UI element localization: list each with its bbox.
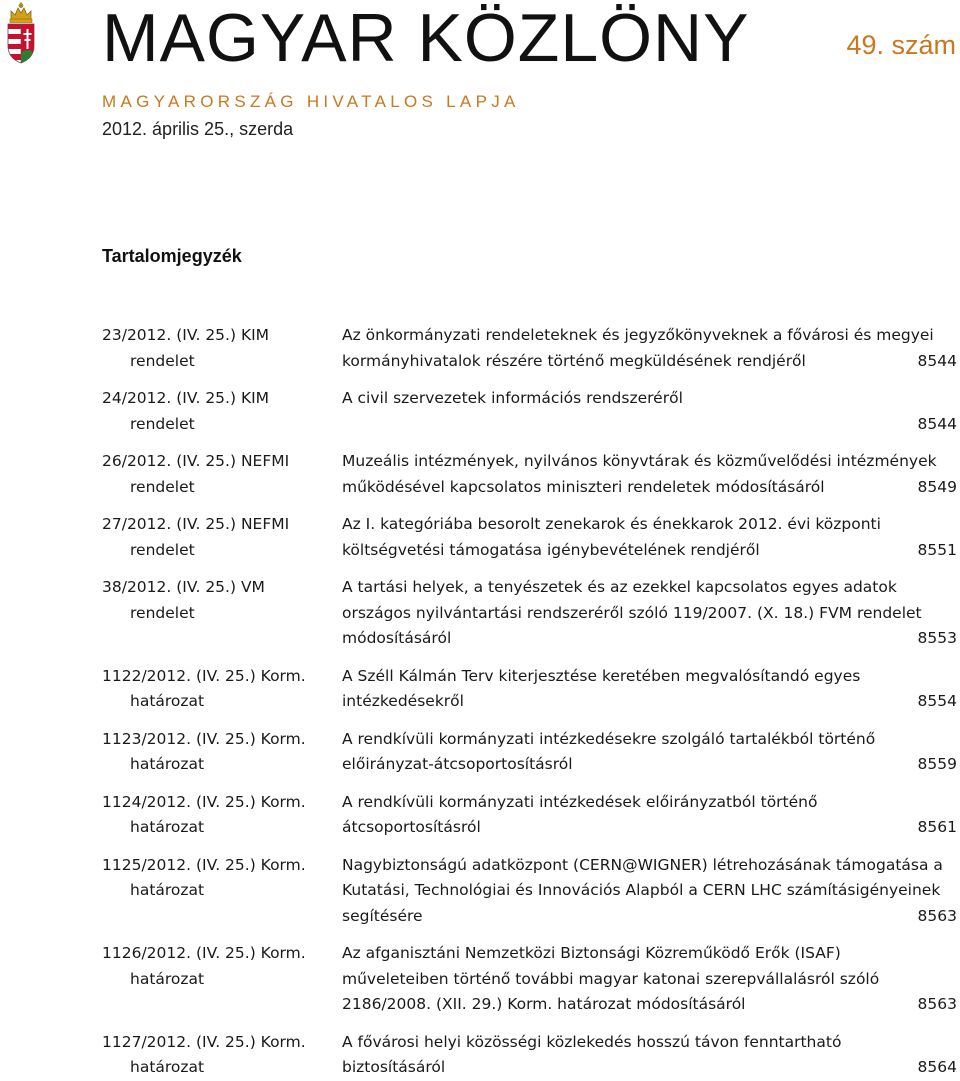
toc-entry-title-line: Az I. kategóriába besorolt zenekarok és énekkarok 2012. évi központi	[342, 515, 881, 533]
publication-title: MAGYAR KÖZLÖNY	[102, 0, 750, 76]
toc-entry-title[interactable]	[342, 512, 887, 563]
toc-entry-title-line: A rendkívüli kormányzati intézkedések előirányzatból történő	[342, 792, 818, 811]
toc-entry-number: 38/2012. (IV. 25.) VM	[102, 578, 265, 596]
toc-entry-title-line: Muzeális intézmények, nyilvános könyvtárak és közművelődési intézmények	[342, 452, 937, 470]
toc-entry-reference	[102, 790, 322, 841]
toc-entry-title[interactable]	[342, 1030, 887, 1081]
toc-entry-title[interactable]	[342, 323, 934, 374]
toc-entry-number: 1122/2012. (IV. 25.) Korm.	[102, 666, 306, 685]
toc-entry-title[interactable]	[342, 664, 887, 715]
toc-entry-reference	[102, 1030, 322, 1081]
toc-entry-number: 26/2012. (IV. 25.) NEFMI	[102, 452, 290, 470]
toc-entry-page-number[interactable]: 8549	[917, 477, 957, 496]
toc-entry-title-line: A rendkívüli kormányzati intézkedésekre szolgáló tartalékból történő	[342, 729, 876, 748]
toc-entry-reference	[102, 727, 322, 778]
toc-entry-title[interactable]	[342, 790, 887, 841]
publication-subtitle: MAGYARORSZÁG HIVATALOS LAPJA	[102, 92, 520, 111]
toc-entry-title[interactable]	[342, 727, 887, 778]
toc-entry-title-line: átcsoportosításról	[342, 818, 481, 836]
toc-entry-type: határozat	[130, 692, 205, 710]
toc-entry-title-line: Kutatási, Technológiai és Innovációs Alapból a CERN LHC számításigényeinek	[342, 881, 941, 899]
toc-entry-title-line: Az afganisztáni Nemzetközi Biztonsági Közreműködő Erők (ISAF)	[342, 944, 841, 962]
toc-entry-title-line: biztosításáról	[342, 1058, 446, 1076]
toc-entry-title-line: segítésére	[342, 906, 423, 925]
toc-entry-page-number[interactable]: 8563	[917, 906, 957, 925]
toc-entry-title-line: országos nyilvántartási rendszeréről szóló 119/2007. (X. 18.) FVM rendelet	[342, 603, 922, 622]
toc-entry-type: határozat	[130, 818, 205, 836]
toc-entry-title-line: A civil szervezetek információs rendszeréről	[342, 389, 683, 407]
toc-entry-page-number[interactable]: 8564	[917, 1058, 957, 1076]
toc-entry-reference	[102, 941, 322, 992]
issue-date: 2012. április 25., szerda	[102, 119, 294, 139]
toc-entry-page-number[interactable]: 8551	[917, 540, 957, 559]
toc-entry-title-line: A fővárosi helyi közösségi közlekedés hosszú távon fenntartható	[342, 1032, 842, 1051]
toc-entry-title[interactable]	[342, 941, 887, 1018]
toc-entry-reference	[102, 575, 322, 626]
toc-entry-number: 23/2012. (IV. 25.) KIM	[102, 326, 270, 344]
toc-entry-reference	[102, 323, 322, 374]
toc-entry-number: 24/2012. (IV. 25.) KIM	[102, 389, 270, 407]
toc-entry-type: rendelet	[130, 477, 195, 496]
toc-entry-title-line: kormányhivatalok részére történő megküldésének rendjéről	[342, 351, 806, 370]
toc-entry-page-number[interactable]: 8554	[917, 692, 957, 710]
toc-entry-title-line: műveleteiben történő további magyar katonai szerepvállalásról szóló	[342, 969, 880, 988]
toc-entry-title-line: 2186/2008. (XII. 29.) Korm. határozat módosításáról	[342, 995, 746, 1013]
toc-entry-title-line: Nagybiztonságú adatközpont (CERN@WIGNER) létrehozásának támogatása a	[342, 855, 943, 874]
toc-entry-page-number[interactable]: 8559	[917, 755, 957, 773]
toc-entry-title[interactable]	[342, 386, 887, 412]
toc-entry-title[interactable]	[342, 575, 922, 652]
toc-entry-number: 1127/2012. (IV. 25.) Korm.	[102, 1032, 306, 1051]
toc-entry-type: határozat	[130, 1058, 205, 1076]
toc-entry-page-number[interactable]: 8561	[917, 818, 957, 836]
toc-entry-number: 27/2012. (IV. 25.) NEFMI	[102, 515, 290, 533]
toc-entry-reference	[102, 853, 322, 904]
toc-entry-number: 1123/2012. (IV. 25.) Korm.	[102, 729, 306, 748]
toc-entry-number: 1124/2012. (IV. 25.) Korm.	[102, 792, 306, 811]
toc-entry-title-line: előirányzat-átcsoportosításról	[342, 755, 573, 773]
toc-entry-title-line: módosításáról	[342, 629, 452, 647]
toc-heading: Tartalomjegyzék	[102, 246, 242, 266]
issue-number: 49. szám	[846, 30, 956, 60]
toc-entry-title-line: intézkedésekről	[342, 692, 464, 710]
toc-entry-type: határozat	[130, 969, 205, 988]
toc-entry-type: rendelet	[130, 414, 195, 433]
toc-entry-type: határozat	[130, 755, 205, 773]
toc-entry-type: rendelet	[130, 351, 195, 370]
toc-entry-page-number[interactable]: 8563	[917, 995, 957, 1013]
toc-entry-title-line: A Széll Kálmán Terv kiterjesztése keretében megvalósítandó egyes	[342, 666, 861, 685]
toc-entry-type: rendelet	[130, 603, 195, 622]
toc-entry-title-line: Az önkormányzati rendeleteknek és jegyzőkönyveknek a fővárosi és megyei	[342, 326, 934, 344]
toc-entry-type: határozat	[130, 881, 205, 899]
toc-entry-title-line: költségvetési támogatása igénybevételének rendjéről	[342, 540, 760, 559]
toc-entry-type: rendelet	[130, 540, 195, 559]
toc-entry-number: 1125/2012. (IV. 25.) Korm.	[102, 855, 306, 874]
toc-entry-reference	[102, 386, 322, 437]
toc-entry-reference	[102, 449, 322, 500]
toc-entry-page-number[interactable]: 8544	[917, 351, 957, 370]
hungarian-coat-of-arms-icon	[4, 2, 38, 64]
toc-entry-reference	[102, 664, 322, 715]
toc-entry-title-line: működésével kapcsolatos miniszteri rendeletek módosításáról	[342, 477, 825, 496]
toc-entry-page-number[interactable]: 8553	[917, 629, 957, 647]
toc-entry-reference	[102, 512, 322, 563]
toc-entry-number: 1126/2012. (IV. 25.) Korm.	[102, 944, 306, 962]
toc-entry-title-line: A tartási helyek, a tenyészetek és az ezekkel kapcsolatos egyes adatok	[342, 578, 897, 596]
toc-entry-page-number[interactable]: 8544	[917, 414, 957, 433]
